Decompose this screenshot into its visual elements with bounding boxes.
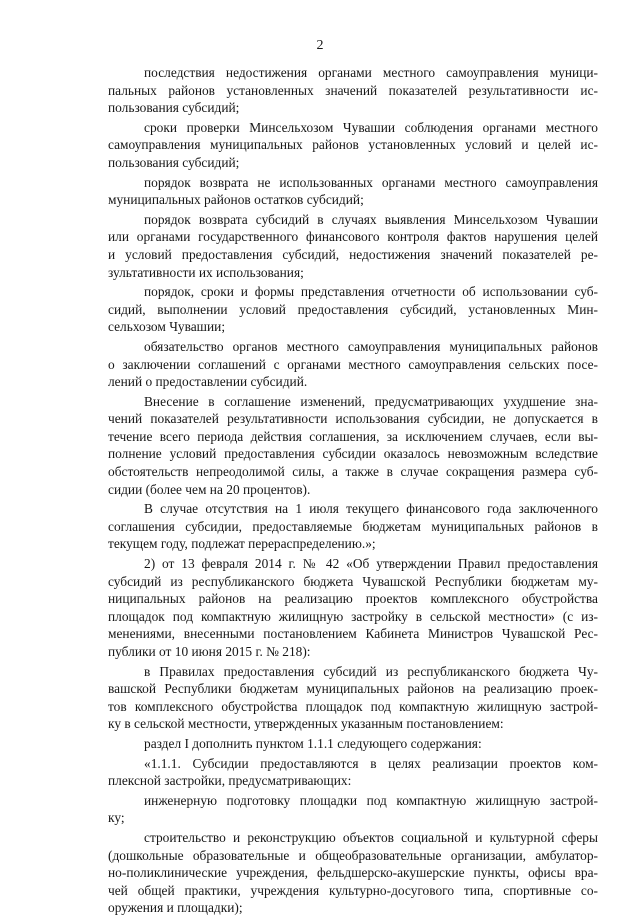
paragraph [108,500,598,553]
text-line: последствия недостижения органами местного самоуправления муници- [144,65,598,80]
paragraph [108,283,598,336]
text-line: и условий предоставления субсидий, недостижения значений показателей ре- [108,246,598,262]
text-line: пользования субсидий; [108,154,240,170]
text-line: полнение условий предоставления субсидии оказалось невозможным вследствие [108,446,598,462]
paragraph [108,174,598,209]
text-line: самоуправления муниципальных районов установленных условий и целей ис- [108,137,598,153]
paragraph [108,393,598,499]
text-line: строительство и реконструкцию объектов социальной и культурной сферы [144,829,598,845]
paragraph [108,792,598,827]
text-line: (дошкольные образовательные и общеобразовательные организации, амбулатор- [108,847,598,863]
text-line: сидии (более чем на 20 процентов). [108,481,311,497]
text-line: менениями, внесенными постановлением Кабинета Министров Чувашской Рес- [108,626,598,642]
paragraph [108,555,598,661]
text-line: ниципальных районов на реализацию проектов комплексного обустройства [108,591,598,607]
text-line: вашской Республики бюджетам муниципальных районов на реализацию проек- [108,681,598,697]
text-line: оружения и площадки); [108,900,243,916]
text-line: В случае отсутствия на 1 июля текущего финансового года заключенного [144,501,598,517]
text-line: пользования субсидий; [108,100,240,116]
text-line: сидий, выполнении условий предоставления субсидий, установленных Мин- [108,301,598,317]
text-line: порядок, сроки и формы представления отчетности об использовании суб- [144,284,598,300]
paragraph [108,211,598,281]
text-line: обязательство органов местного самоуправления муниципальных районов [144,338,598,354]
text-line: соглашения субсидии, предоставляемые бюджетам муниципальных районов в [108,518,598,534]
text-line: о заключении соглашений с органами местного самоуправления сельских посе- [108,356,598,372]
text-line: сельхозом Чувашии; [108,319,226,335]
paragraph [108,755,598,790]
text-line: сроки проверки Минсельхозом Чувашии соблюдения органами местного [144,119,598,135]
paragraph [108,64,598,117]
text-line: раздел I дополнить пунктом 1.1.1 следующего содержания: [144,735,482,751]
text-line: порядок возврата субсидий в случаях выявления Минсельхозом Чувашии [144,211,598,227]
text-line: тов комплексного обустройства площадок под компактную жилищную застрой- [108,698,598,714]
paragraph [108,829,598,917]
text-line: Внесение в соглашение изменений, предусматривающих ухудшение зна- [144,393,598,409]
text-line: чей общей практики, учреждения культурно-досугового типа, спортивные со- [108,882,598,898]
text-line: пальных районов установленных значений показателей результативности ис- [108,82,598,98]
paragraph [108,663,598,733]
text-line: муниципальных районов остатков субсидий; [108,192,364,208]
text-line: зультативности их использования; [108,264,304,280]
paragraph [108,735,598,753]
text-line: ку; [108,810,125,826]
text-line: порядок возврата не использованных органами местного самоуправления [144,174,598,190]
text-line: чений показателей результативности использования субсидии, не допускается в [108,411,598,427]
paragraph [108,338,598,391]
text-line: текущем году, подлежат перераспределению.»; [108,536,376,552]
text-line: или органами государственного финансового контроля фактов нарушения целей [108,229,598,245]
text-line: инженерную подготовку площадки под компактную жилищную застрой- [144,792,598,808]
text-line: 2) от 13 февраля 2014 г. № 42 «Об утверждении Правил предоставления [144,556,598,572]
text-line: ку в сельской местности, утвержденных указанным постановлением: [108,716,504,732]
text-line: «1.1.1. Субсидии предоставляются в целях реализации проектов ком- [144,755,598,771]
text-line: но-поликлинические учреждения, фельдшерско-акушерские пункты, офисы вра- [108,865,598,881]
text-line: площадок под компактную жилищную застройку в сельской местности» (с из- [108,608,598,624]
text-line: публики от 10 июня 2015 г. № 218): [108,644,311,659]
text-line: обстоятельств непреодолимой силы, а также в случае сокращения размера суб- [108,464,598,480]
paragraph [108,119,598,172]
text-line: лений о предоставлении субсидий. [108,374,308,390]
document-body [108,64,598,919]
text-line: плексной застройки, предусматривающих: [108,773,352,789]
page-number: 2 [316,38,324,53]
text-line: течение всего периода действия соглашения, за исключением случаев, если вы- [108,428,598,444]
text-line: в Правилах предоставления субсидий из республиканского бюджета Чу- [144,663,598,679]
text-line: субсидий из республиканского бюджета Чувашской Республики бюджетам му- [108,573,598,589]
